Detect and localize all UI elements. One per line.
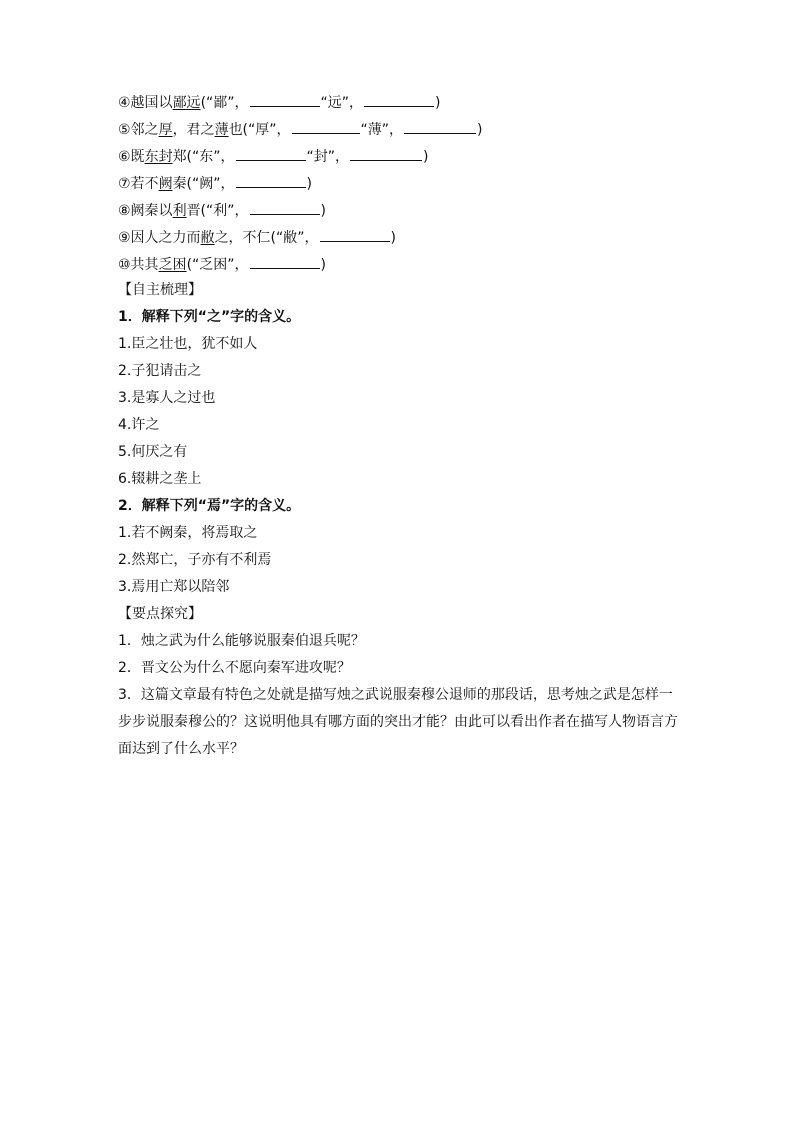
answer-blank[interactable] <box>250 200 320 215</box>
question-1: 1．烛之武为什么能够说服秦伯退兵呢？ <box>118 633 365 649</box>
fill-item-7: ⑦若不阙秦(“阙”， ) <box>118 173 678 200</box>
question-title-zhi: 1．解释下列“之”字的含义。 <box>118 309 301 325</box>
list-item: 1.若不阙秦，将焉取之 <box>118 525 258 541</box>
list-item: 6.辍耕之垄上 <box>118 471 202 487</box>
document-page <box>118 92 678 763</box>
list-item: 2.然郑亡，子亦有不利焉 <box>118 552 272 568</box>
list-item: 5.何厌之有 <box>118 444 188 460</box>
fill-item-8: ⑧阙秦以利晋(“利”， ) <box>118 200 678 227</box>
answer-blank[interactable] <box>250 254 320 269</box>
list-item: 2.子犯请击之 <box>118 363 202 379</box>
list-item: 3.是寡人之过也 <box>118 390 216 406</box>
answer-blank[interactable] <box>236 173 306 188</box>
list-item: 3.焉用亡郑以陪邻 <box>118 579 230 595</box>
answer-blank[interactable] <box>364 92 434 107</box>
question-2: 2．晋文公为什么不愿向秦军进攻呢？ <box>118 660 351 676</box>
fill-item-10: ⑩共其乏困(“乏困”， ) <box>118 254 678 281</box>
answer-blank[interactable] <box>250 92 320 107</box>
fill-item-6: ⑥既东封郑(“东”， “封”， ) <box>118 146 678 173</box>
answer-blank[interactable] <box>292 119 360 134</box>
section-heading-self-study: 【自主梳理】 <box>118 282 202 298</box>
list-item: 4.许之 <box>118 417 160 433</box>
question-3: 3．这篇文章最有特色之处就是描写烛之武说服秦穆公退师的那段话，思考烛之武是怎样一步步说服秦穆公的？这说明他具有哪方面的突出才能？由此可以看出作者在描写人物语言方面达到了什么水平？ <box>118 687 678 757</box>
question-title-yan: 2．解释下列“焉”字的含义。 <box>118 498 301 514</box>
section-heading-key-points: 【要点探究】 <box>118 606 202 622</box>
answer-blank[interactable] <box>320 227 390 242</box>
list-item: 1.臣之壮也，犹不如人 <box>118 336 258 352</box>
fill-item-5: ⑤邻之厚，君之薄也(“厚”， “薄”， ) <box>118 119 678 146</box>
answer-blank[interactable] <box>236 146 306 161</box>
fill-item-4: ④越国以鄙远(“鄙”， “远”， ) <box>118 92 678 119</box>
answer-blank[interactable] <box>350 146 422 161</box>
answer-blank[interactable] <box>404 119 476 134</box>
fill-item-9: ⑨因人之力而敝之，不仁(“敝”， ) <box>118 227 678 254</box>
